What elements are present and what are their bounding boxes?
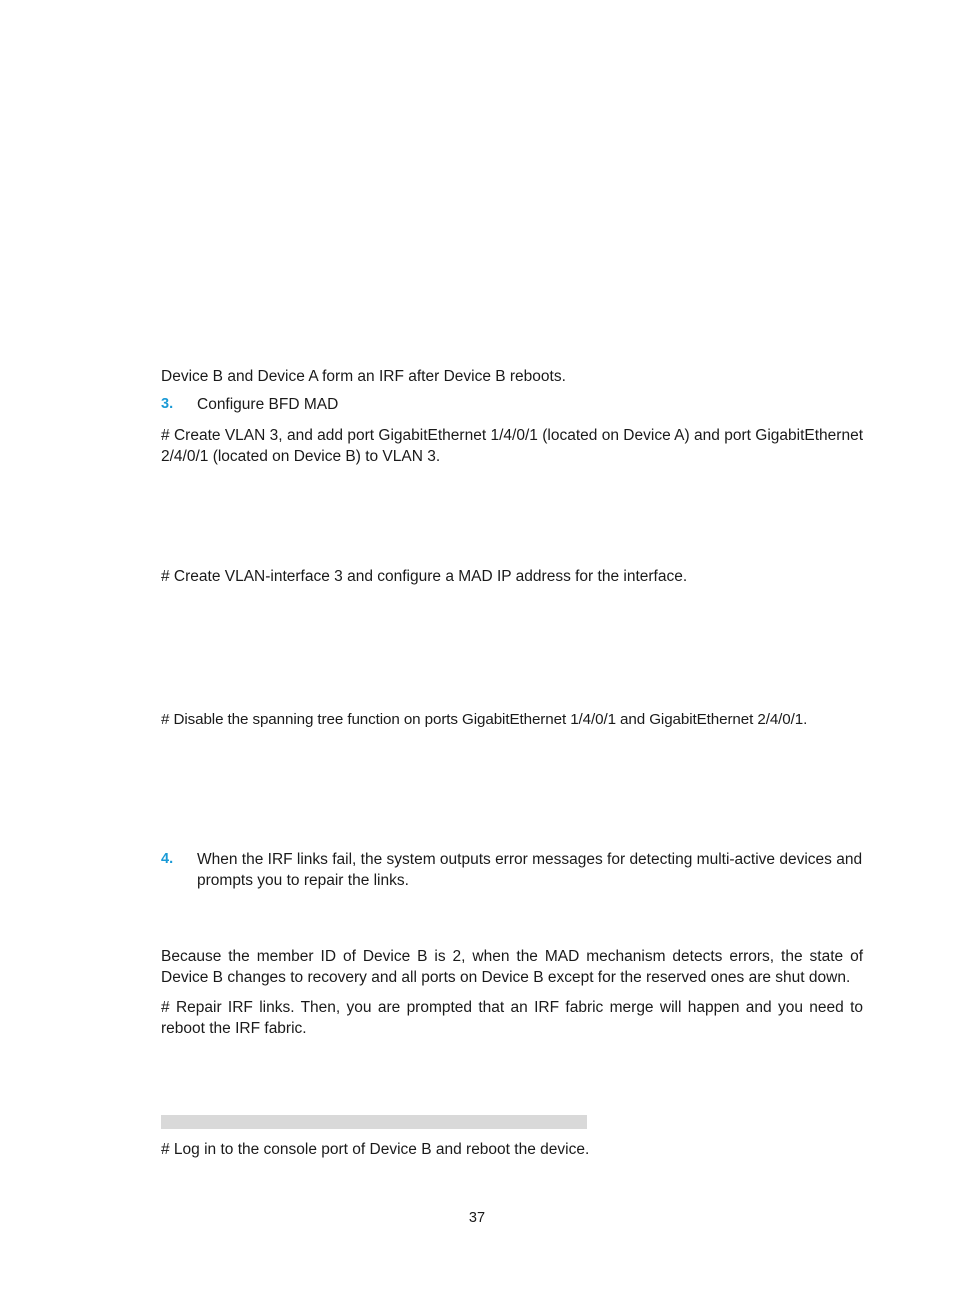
paragraph-create-vlan: # Create VLAN 3, and add port GigabitEthernet 1/4/0/1 (located on Device A) and port GigabitEthernet 2/4/0/1 (located on Device B) to VLAN 3.	[161, 427, 863, 465]
paragraph-login-reboot: # Log in to the console port of Device B and reboot the device.	[161, 1141, 590, 1158]
step-3-number: 3.	[161, 396, 174, 412]
code-block-placeholder	[161, 1115, 587, 1129]
paragraph-reboot-result: Device B and Device A form an IRF after Device B reboots.	[161, 368, 566, 385]
step-4-number: 4.	[161, 851, 174, 867]
page-number: 37	[468, 1210, 486, 1226]
paragraph-repair-links: # Repair IRF links. Then, you are prompted that an IRF fabric merge will happen and you need to reboot the IRF fabric.	[161, 999, 863, 1037]
step-3-title: Configure BFD MAD	[197, 396, 339, 413]
paragraph-vlan-interface: # Create VLAN-interface 3 and configure a MAD IP address for the interface.	[161, 568, 688, 585]
paragraph-disable-stp: # Disable the spanning tree function on ports GigabitEthernet 1/4/0/1 and GigabitEthernet 2/4/0/1.	[161, 711, 808, 728]
paragraph-member-id: Because the member ID of Device B is 2, when the MAD mechanism detects errors, the state of Device B changes to recovery and all ports on Device B except for the reserved ones are shut down.	[161, 948, 863, 986]
step-4-text: When the IRF links fail, the system outputs error messages for detecting multi-active devices and prompts you to repair the links.	[197, 851, 863, 889]
